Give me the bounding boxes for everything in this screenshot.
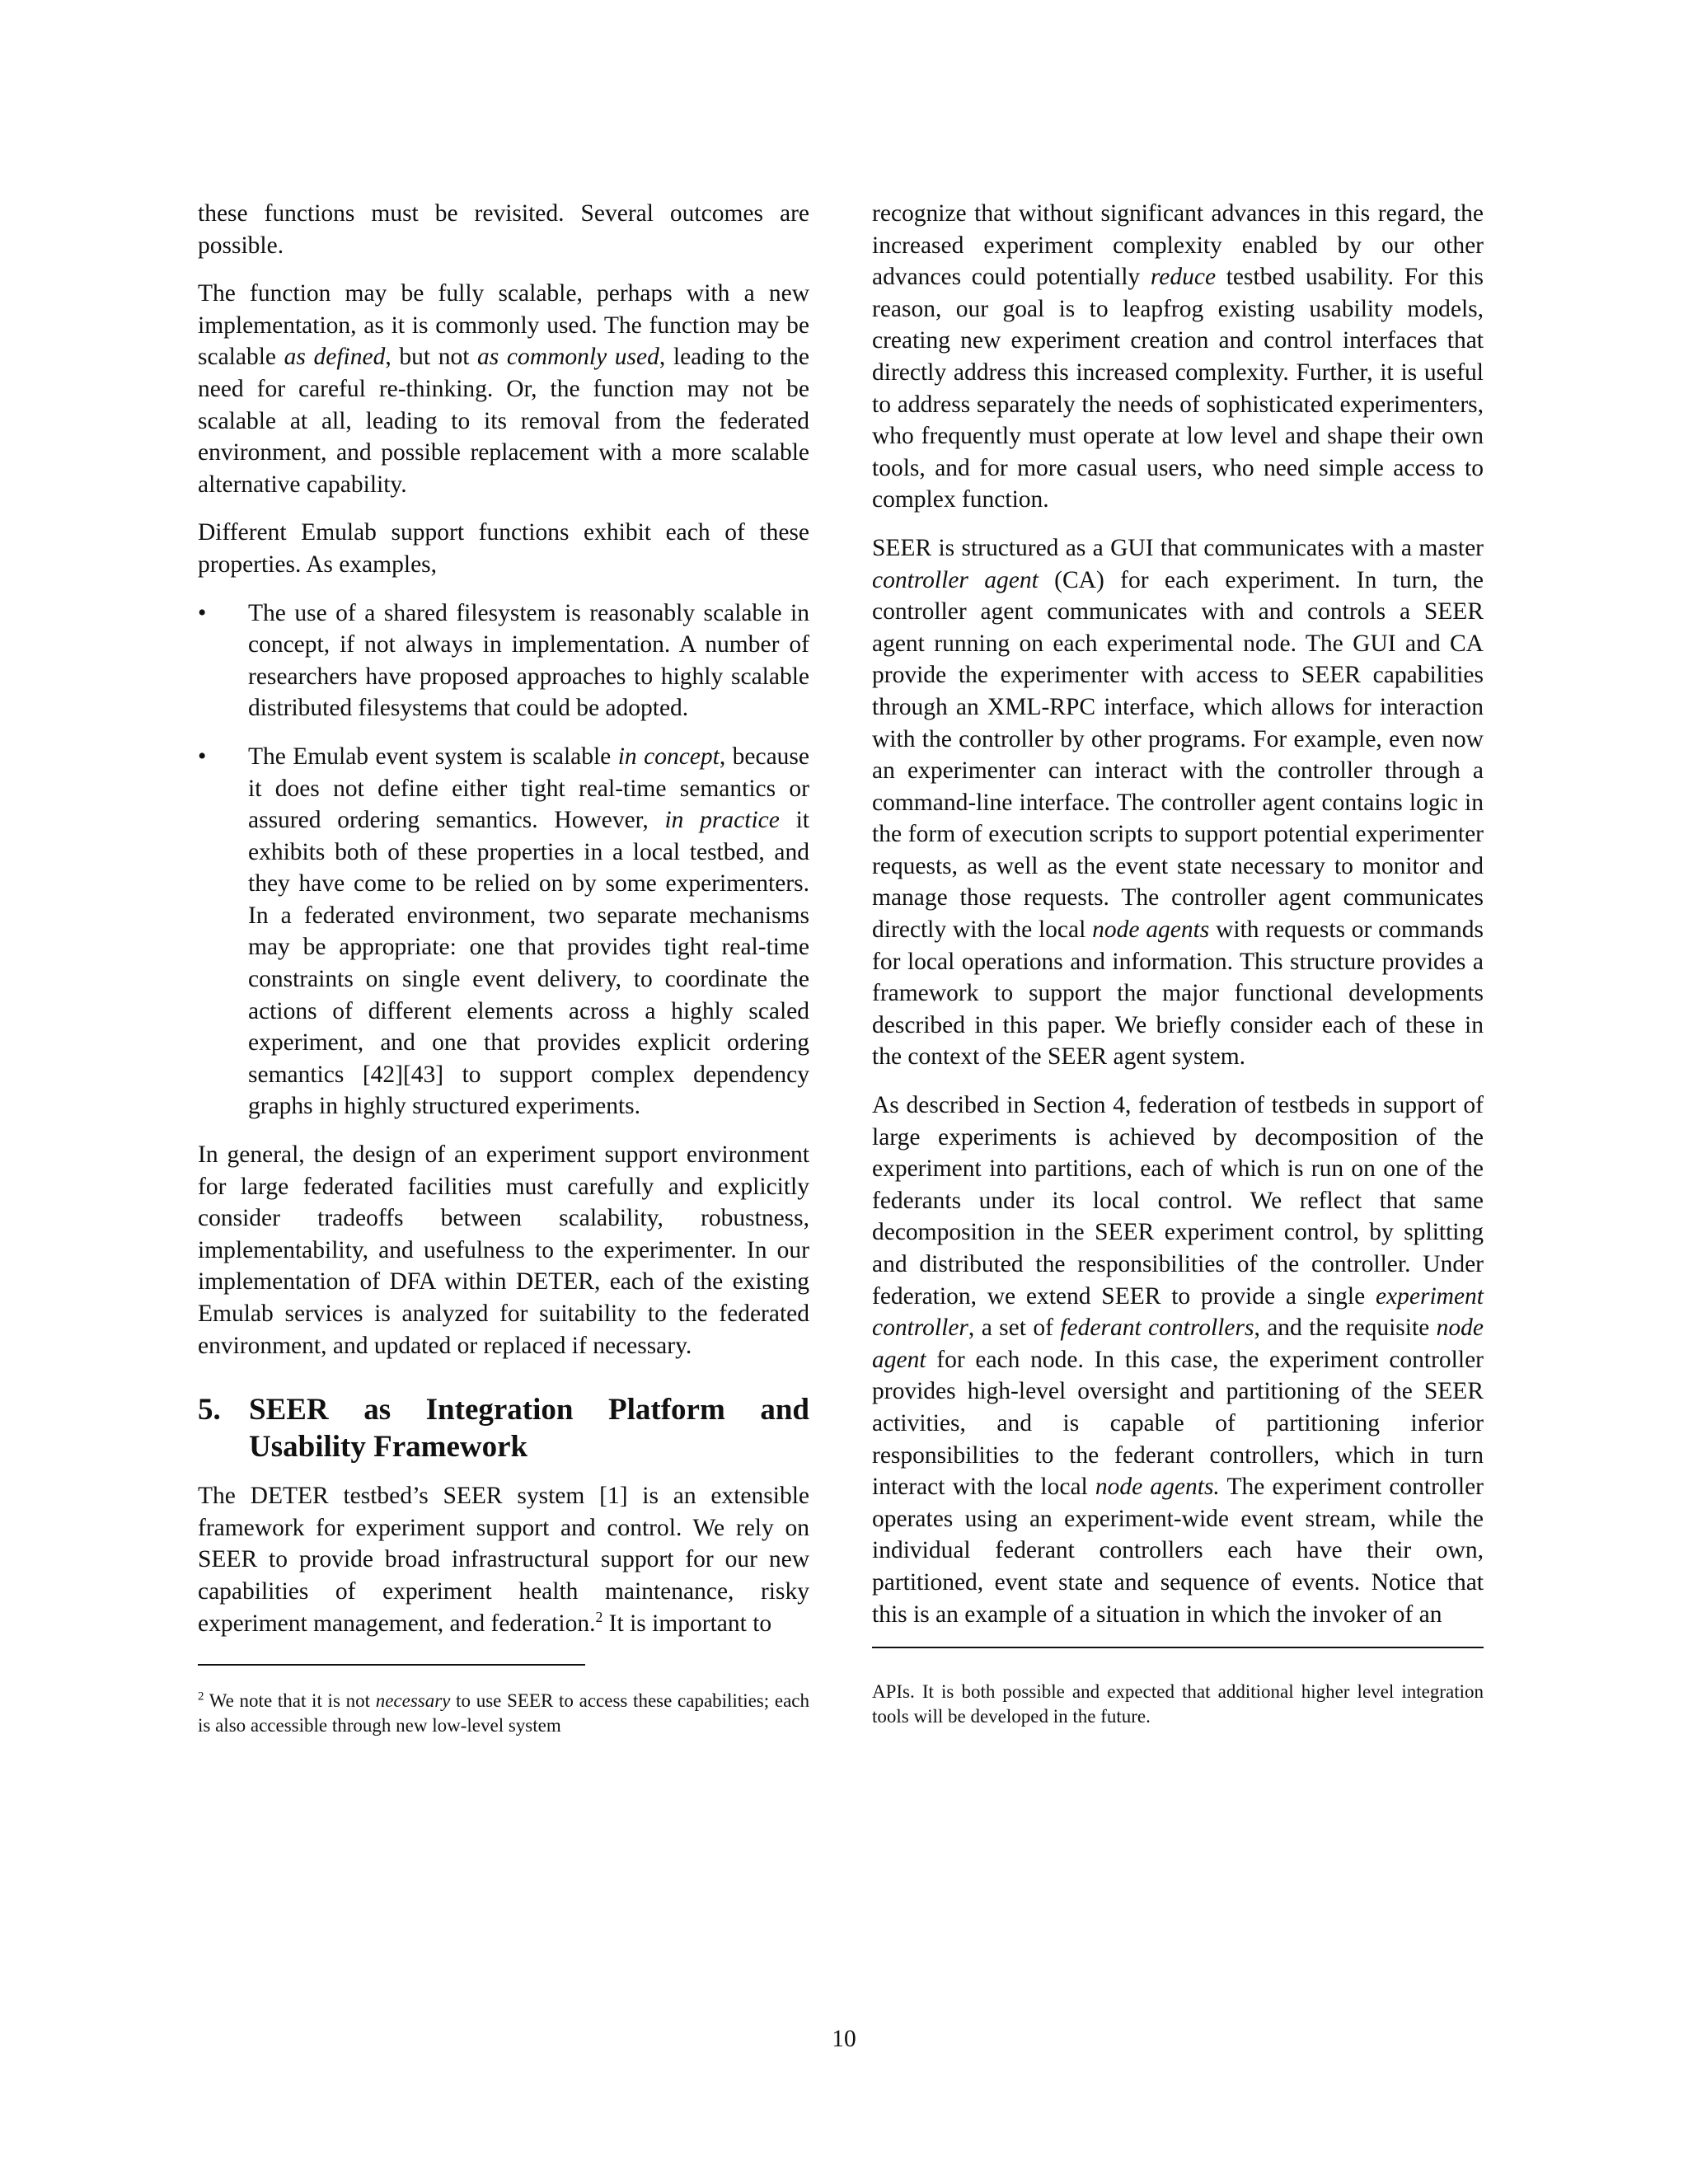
- section-title: SEER as Integration Platform and Usability Framework: [249, 1393, 809, 1465]
- paragraph-seer-intro: The DETER testbed’s SEER system [1] is an extensible framework for experiment support and control. We rely on SEER to provide broad infrastructural support for our new capabilities of experiment health maintenance, risky experiment management, and federation.$^2$ It is important to: [198, 1483, 809, 1637]
- footnote-2-continued: APIs. It is both possible and expected that additional higher level integration tools will be developed in the future.: [872, 1681, 1484, 1727]
- footnote-separator-continued: [872, 1647, 1484, 1648]
- paragraph-usability: recognize that without significant advances in this regard, the increased experiment complexity enabled by our other advances could potentially reduce testbed usability. For this reason, our goal is to leapfrog existing usability models, creating new experiment creation and control interfaces that directly address this increased complexity. Further, it is useful to address separately the needs of sophisticated experimenters, who frequently must operate at low level and shape their own tools, and for more casual users, who need simple access to complex function.: [872, 200, 1484, 513]
- paragraph-design-tradeoffs: In general, the design of an experiment support environment for large federated facilities must carefully and explicitly consider tradeoffs between scalability, robustness, implementability, and usefulness to the experimenter. In our implementation of DFA within DETER, each of the existing Emulab services is analyzed for suitability to the federated environment, and updated or replaced if necessary.: [198, 1141, 809, 1359]
- section-heading-5: [198, 1391, 809, 1465]
- footnote-marker: 2: [198, 1690, 204, 1704]
- section-number: 5.: [198, 1393, 221, 1427]
- footnote-2: $^2$ We note that it is not necessary to use SEER to access these capabilities; each is also accessible through new low-level system: [198, 1690, 809, 1736]
- right-column: [872, 198, 1484, 1729]
- paragraph-continued: these functions must be revisited. Several outcomes are possible.: [198, 200, 809, 259]
- examples-bullet-list: [198, 598, 809, 1123]
- page-number: 10: [832, 2026, 856, 2052]
- bullet-icon: •: [198, 599, 207, 626]
- paragraph-emulab-functions: Different Emulab support functions exhibit each of these properties. As examples,: [198, 519, 809, 578]
- paragraph-federation: As described in Section 4, federation of testbeds in support of large experiments is achieved by decomposition of the experiment into partitions, each of which is run on one of the federants under its local control. We reflect that same decomposition in the SEER experiment control, by splitting and distributed the responsibilities of the controller. Under federation, we extend SEER to provide a single experiment controller, a set of federant controllers, and the requisite node agent for each node. In this case, the experiment controller provides high-level oversight and partitioning of the SEER activities, and is capable of partitioning inferior responsibilities to the federant controllers, which in turn interact with the local node agents. The experiment controller operates using an experiment-wide event stream, while the individual federant controllers each have their own, partitioned, event state and sequence of events. Notice that this is an example of a situation in which the invoker of an: [872, 1092, 1484, 1628]
- paragraph-function-scalability: The function may be fully scalable, perhaps with a new implementation, as it is commonly used. The function may be scalable as defined, but not as commonly used, leading to the need for careful re-thinking. Or, the function may not be scalable at all, leading to its removal from the federated environment, and possible replacement with a more scalable alternative capability.: [198, 280, 809, 498]
- bullet-icon: •: [198, 743, 207, 770]
- bullet-item-event-system: • The Emulab event system is scalable in concept, because it does not define either tight real-time semantics or assured ordering semantics. However, in practice it exhibits both of these properties in a local testbed, and they have come to be relied on by some experimenters. In a federated environment, two separate mechanisms may be appropriate: one that provides tight real-time constraints on single event delivery, to coordinate the actions of different elements across a highly scaled experiment, and one that provides explicit ordering semantics [42][43] to support complex dependency graphs in highly structured experiments.: [198, 741, 809, 1122]
- paragraph-seer-structure: SEER is structured as a GUI that communicates with a master controller agent (CA) for each experiment. In turn, the controller agent communicates with and controls a SEER agent running on each experimental node. The GUI and CA provide the experimenter with access to SEER capabilities through an XML-RPC interface, which allows for interaction with the controller by other programs. For example, even now an experimenter can interact with the controller through a command-line interface. The controller agent contains logic in the form of execution scripts to support potential experimenter requests, as well as the event state necessary to monitor and manage those requests. The controller agent communicates directly with the local node agents with requests or commands for local operations and information. This structure provides a framework to support the major functional developments described in this paper. We briefly consider each of these in the context of the SEER agent system.: [872, 534, 1484, 1071]
- footnote-separator: [198, 1664, 585, 1666]
- footnote-reference: 2: [595, 1608, 603, 1625]
- bullet-item-filesystem: • The use of a shared filesystem is reasonably scalable in concept, if not always in implementation. A number of researchers have proposed approaches to highly scalable distributed filesystems that could be adopted.: [198, 598, 809, 724]
- left-column: [198, 198, 809, 1738]
